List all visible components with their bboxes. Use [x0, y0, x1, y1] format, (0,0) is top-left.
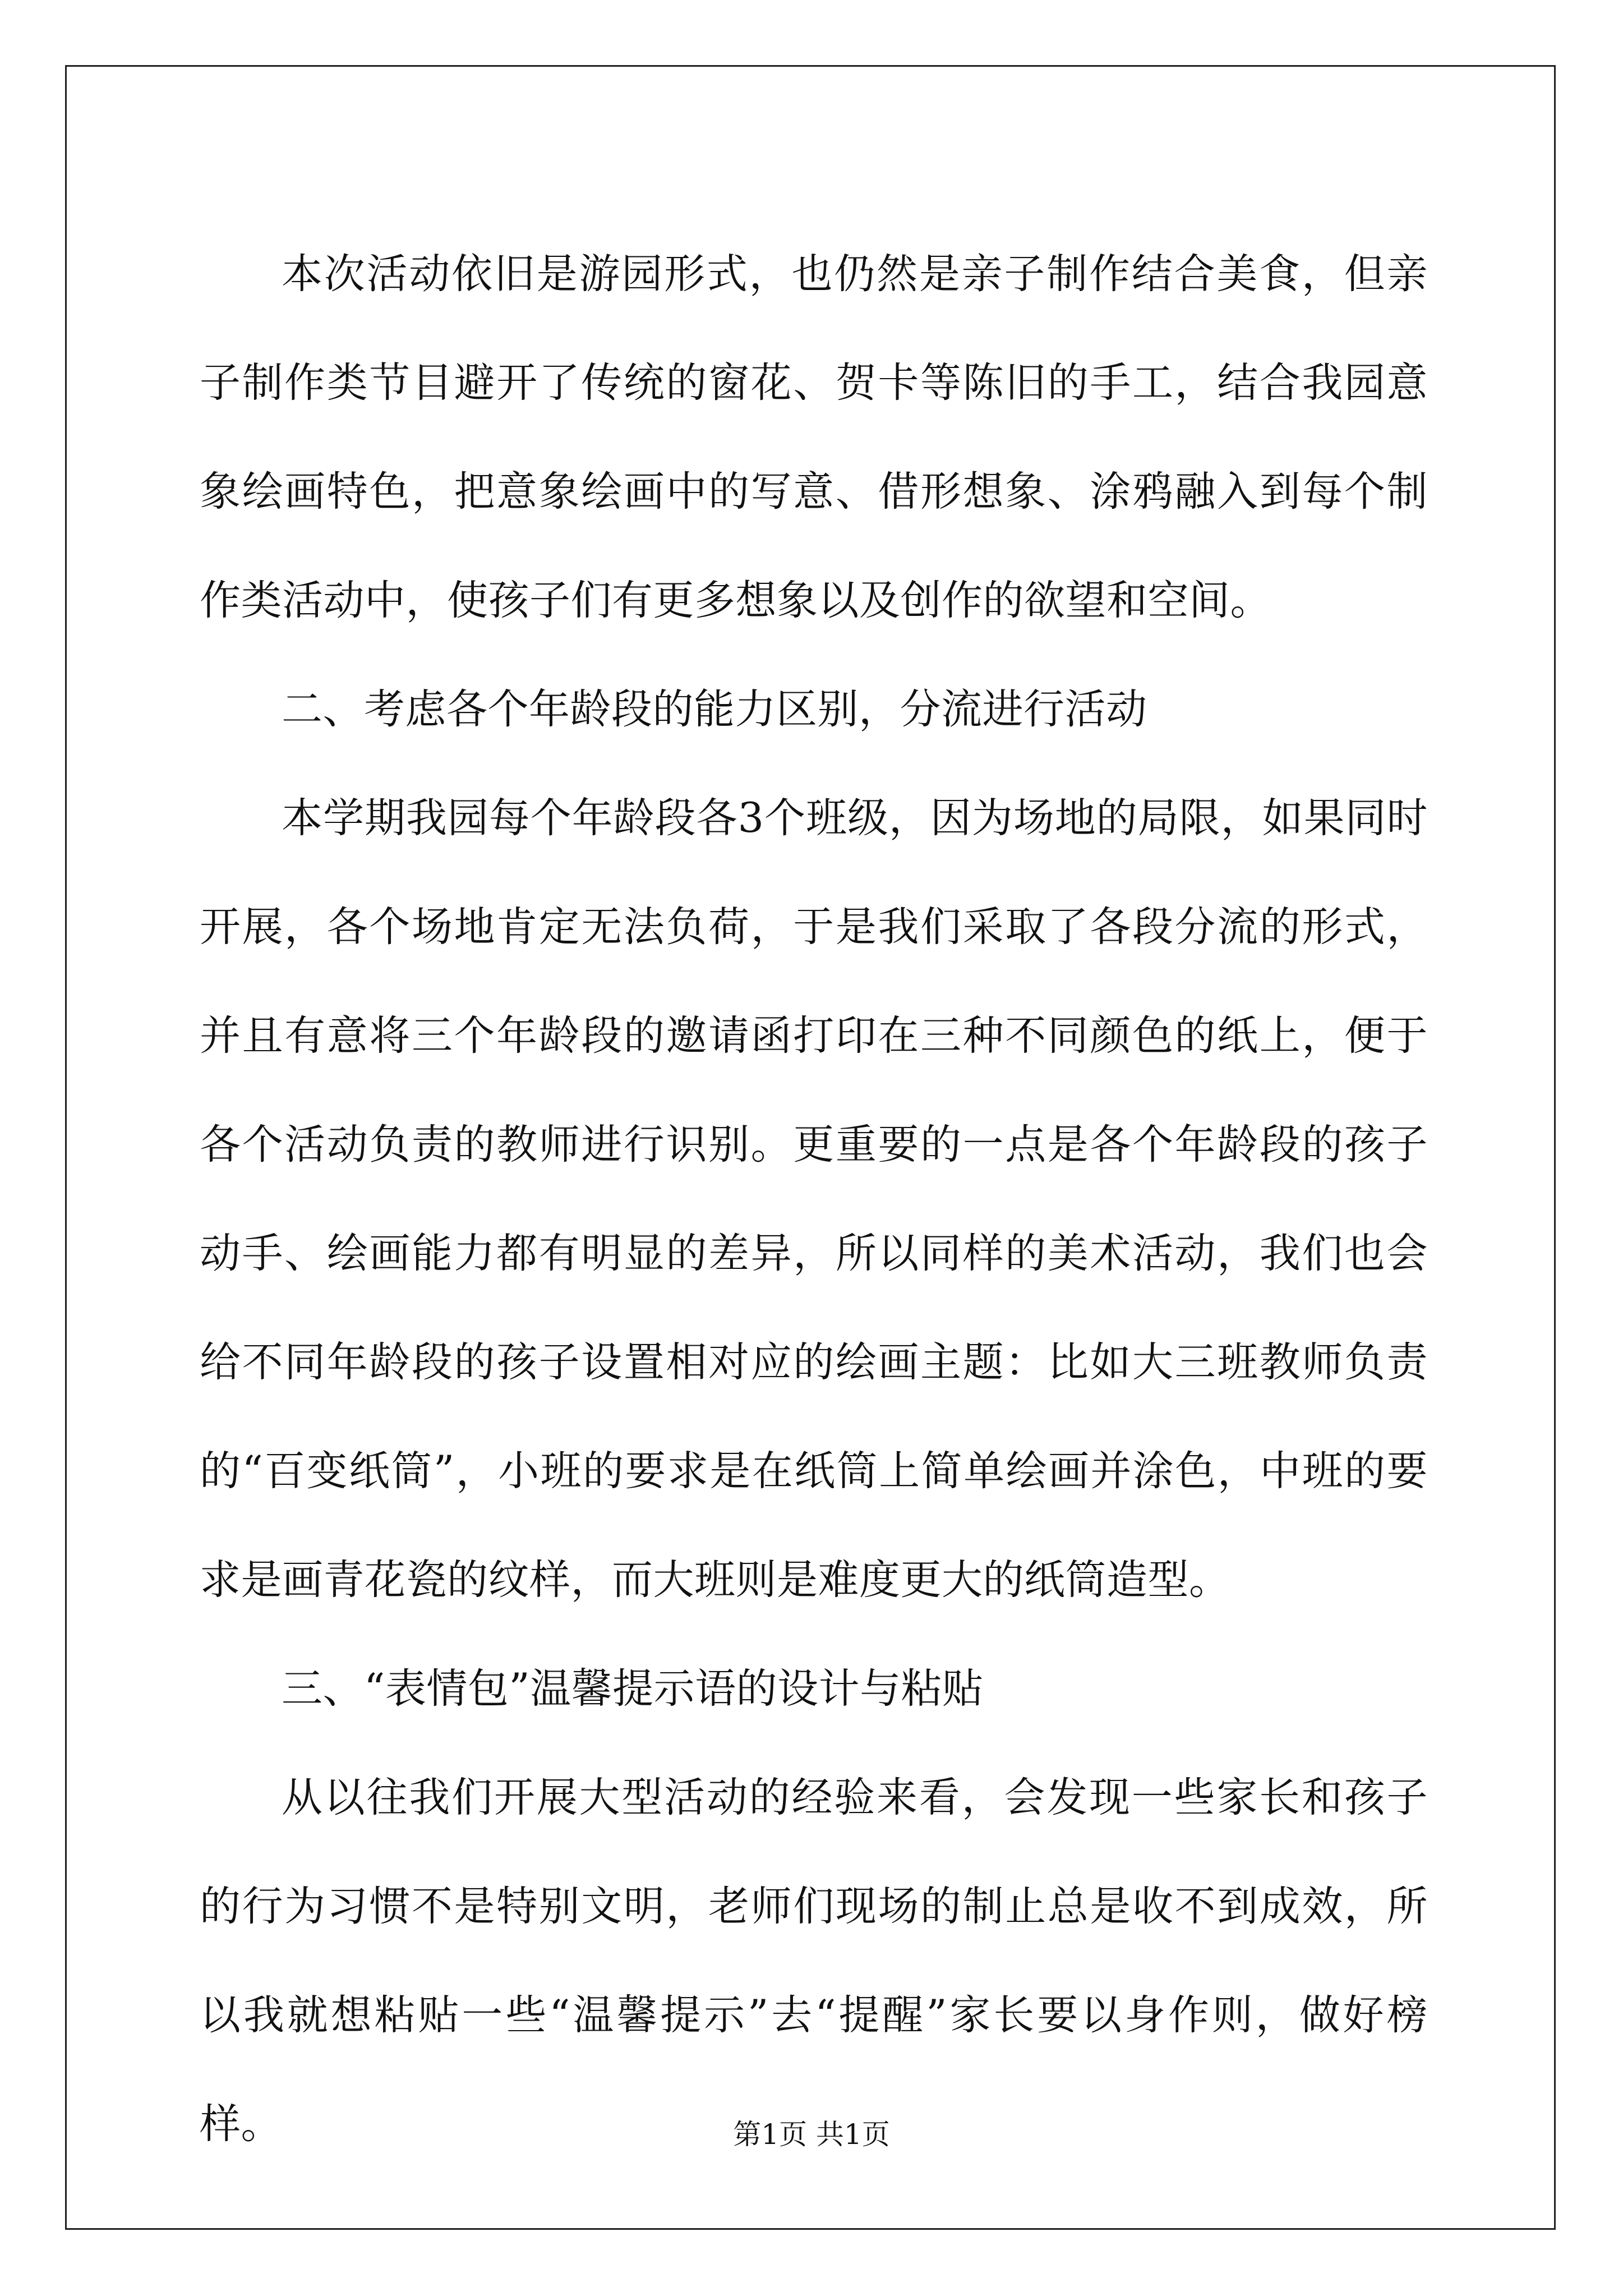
- paragraph-activity-format: 本次活动依旧是游园形式，也仍然是亲子制作结合美食，但亲子制作类节目避开了传统的窗花、贺卡等陈旧的手工，结合我园意象绘画特色，把意象绘画中的写意、借形想象、涂鸦融入到每个制作类活动中，使孩子们有更多想象以及创作的欲望和空间。: [200, 250, 1428, 624]
- paragraph-age-groups: 本学期我园每个年龄段各3个班级，因为场地的局限，如果同时开展，各个场地肯定无法负荷，于是我们采取了各段分流的形式，并且有意将三个年龄段的邀请函打印在三种不同颜色的纸上，便于各个活动负责的教师进行识别。更重要的一点是各个年龄段的孩子动手、绘画能力都有明显的差异，所以同样的美术活动，我们也会给不同年龄段的孩子设置相对应的绘画主题：比如大三班教师负责的“百变纸筒”，小班的要求是在纸筒上简单绘画并涂色，中班的要求是画青花瓷的纹样，而大班则是难度更大的纸筒造型。: [200, 794, 1428, 1604]
- document-body: [200, 220, 1428, 2179]
- heading-section-three: 三、“表情包”温馨提示语的设计与粘贴: [282, 1665, 984, 1713]
- page-number-footer: 第1页 共1页: [733, 2118, 890, 2151]
- paragraph-reminders: 从以往我们开展大型活动的经验来看，会发现一些家长和孩子的行为习惯不是特别文明，老师们现场的制止总是收不到成效，所以我就想粘贴一些“温馨提示”去“提醒”家长要以身作则，做好榜样。: [200, 1774, 1428, 2148]
- heading-section-two: 二、考虑各个年龄段的能力区别，分流进行活动: [282, 685, 1147, 733]
